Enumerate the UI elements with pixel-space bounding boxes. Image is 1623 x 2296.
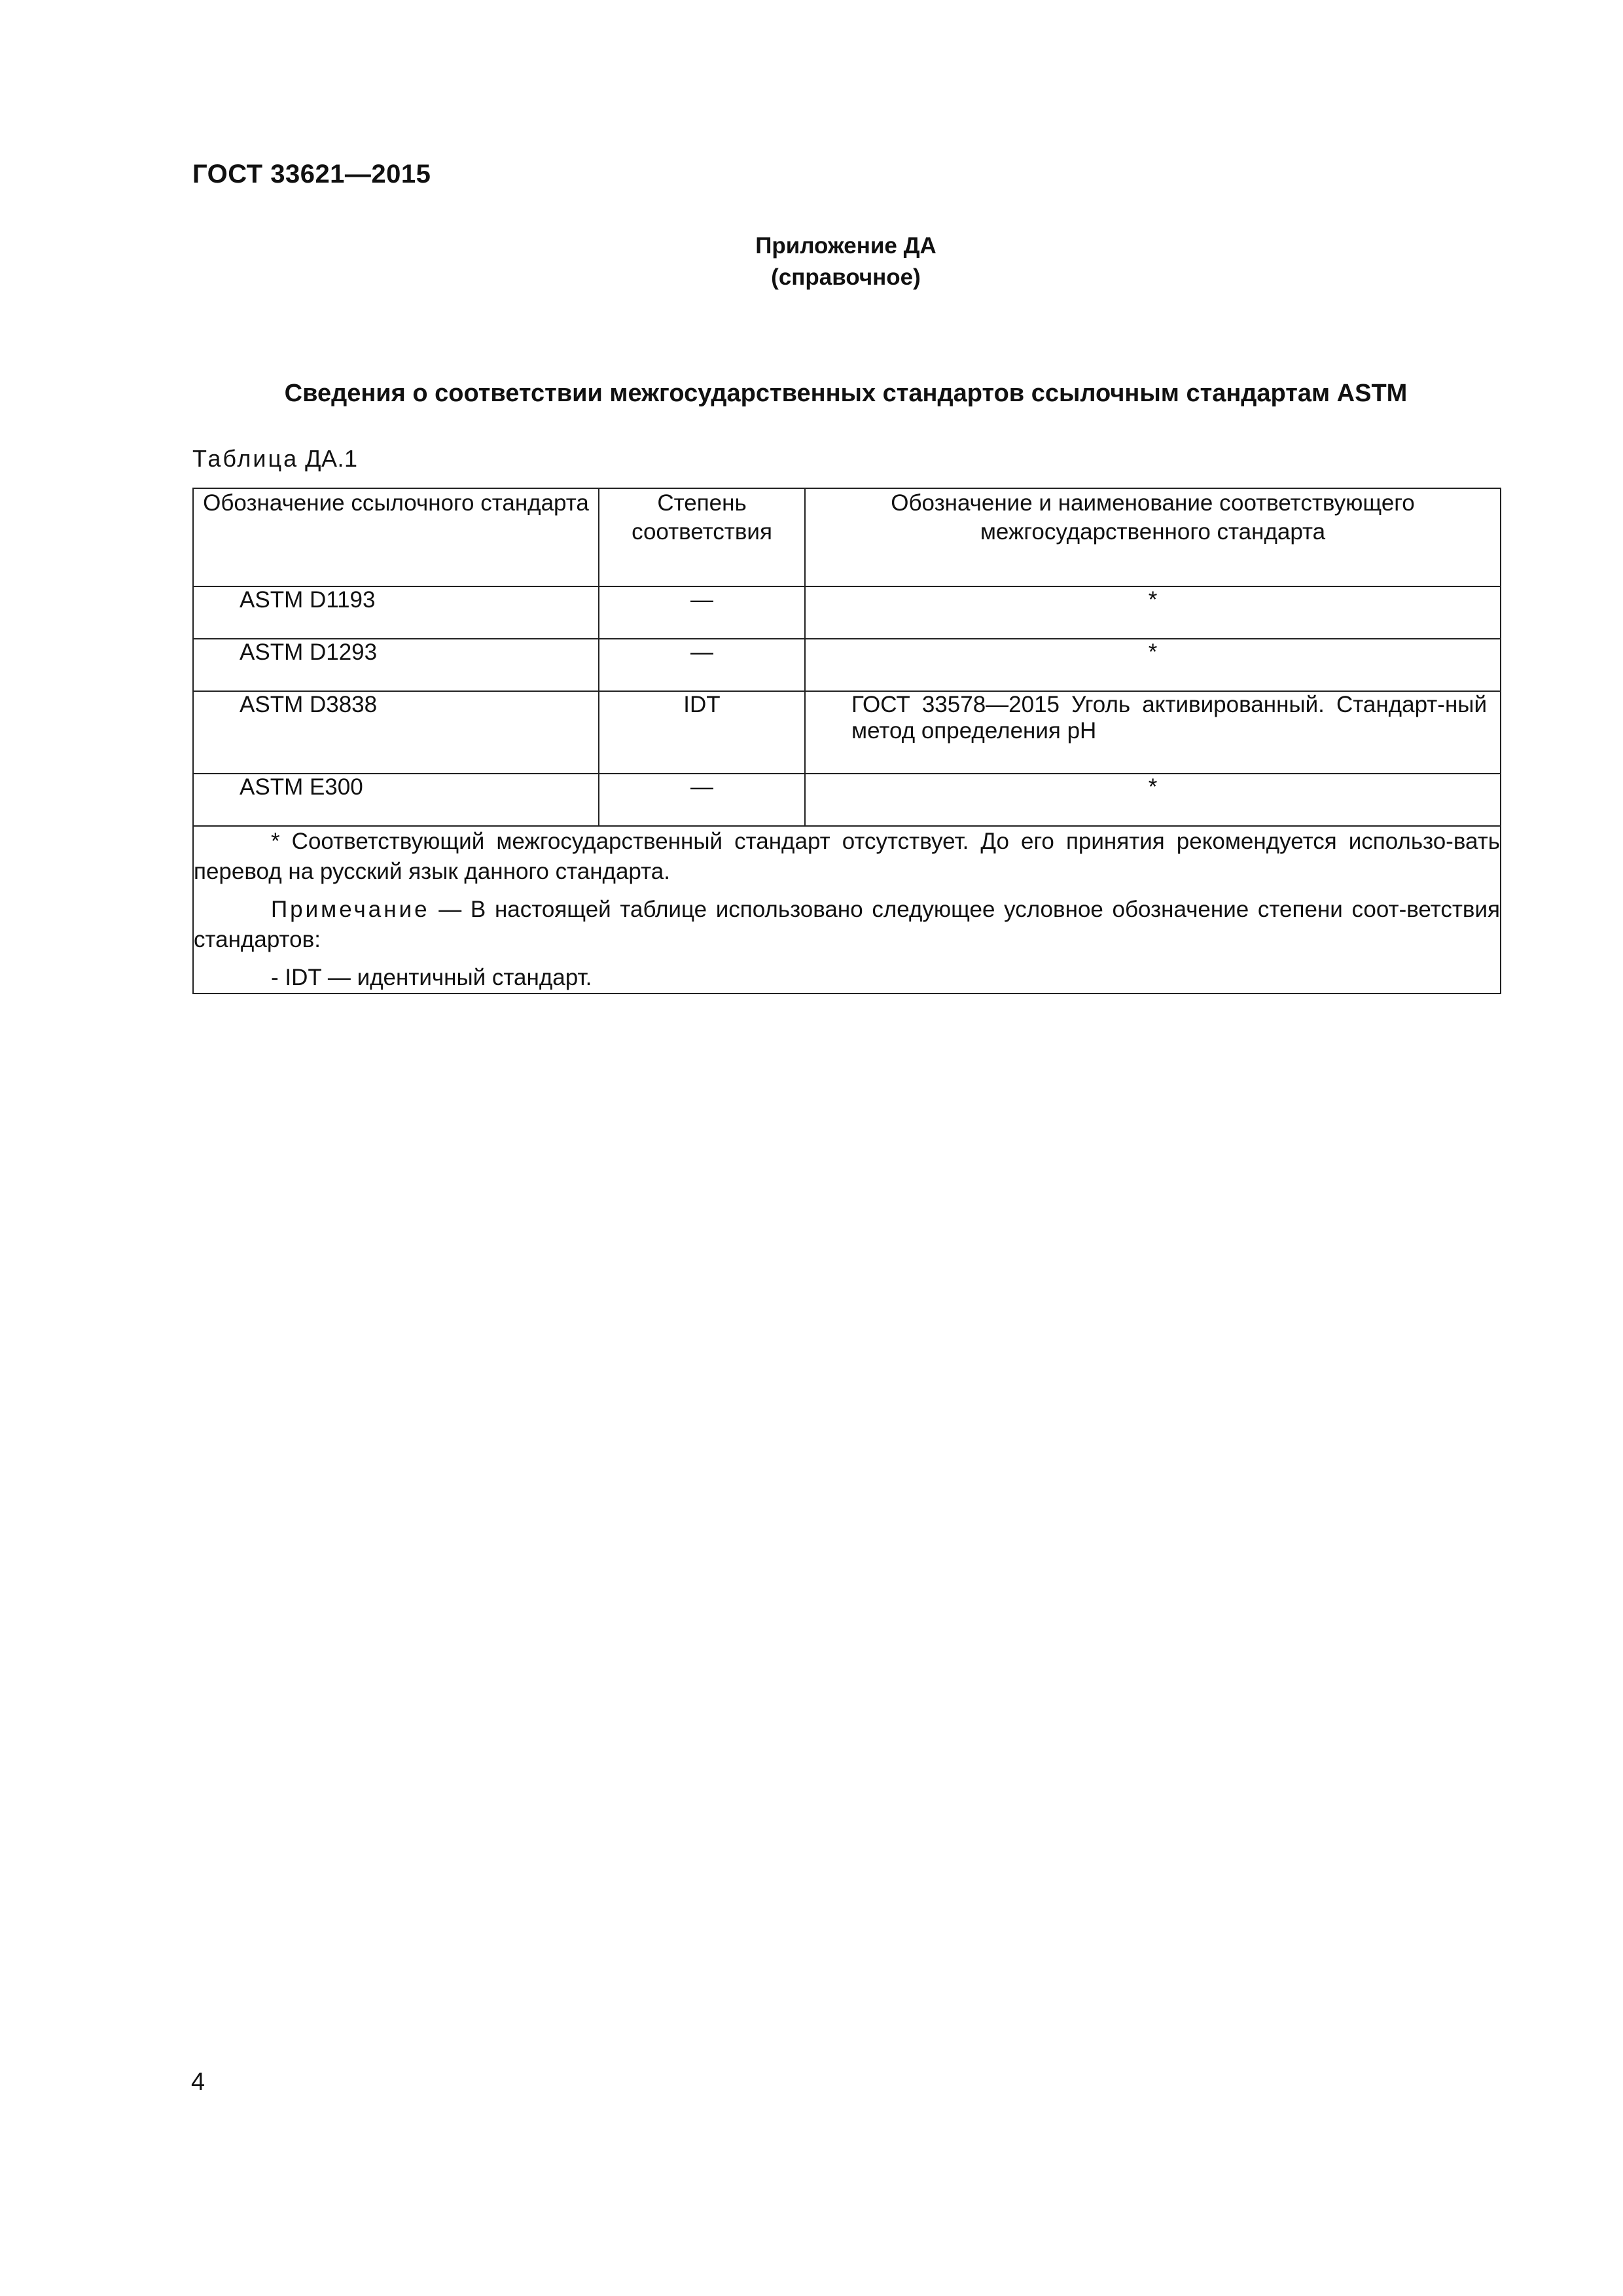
cell-reference: ASTM D1293 <box>193 639 599 691</box>
table-row <box>193 691 1501 774</box>
cell-national-text: ГОСТ 33578—2015 Уголь активированный. Стандарт-ный метод определения pH <box>851 692 1487 744</box>
appendix-type: (справочное) <box>771 264 921 290</box>
cell-degree: IDT <box>599 691 805 774</box>
header-reference-standard: Обозначение ссылочного стандарта <box>193 488 599 586</box>
table-caption-prefix: Таблица <box>192 445 299 472</box>
cell-reference: ASTM D1193 <box>193 586 599 639</box>
cell-degree: — <box>599 639 805 691</box>
section-title: Сведения о соответствии межгосударственных стандартов ссылочным стандартам ASTM <box>284 380 1408 407</box>
table-row <box>193 774 1501 826</box>
note-label: Примечание <box>271 897 430 922</box>
header-degree: Степень соответствия <box>599 488 805 586</box>
cell-degree: — <box>599 586 805 639</box>
appendix-title: Приложение ДА <box>755 233 936 259</box>
page-number: 4 <box>191 2068 205 2096</box>
document-code: ГОСТ 33621—2015 <box>192 160 431 188</box>
table-caption-number: ДА.1 <box>305 445 358 472</box>
appendix-heading <box>192 230 1499 293</box>
cell-reference: ASTM E300 <box>193 774 599 826</box>
table-caption <box>192 445 358 473</box>
table-header-row <box>193 488 1501 586</box>
note-list-item: - IDT — идентичный стандарт. <box>271 965 592 990</box>
note <box>194 895 1500 955</box>
header-national-standard: Обозначение и наименование соответствующего межгосударственного стандарта <box>805 488 1501 586</box>
cell-national: * <box>805 774 1501 826</box>
footnote: * Соответствующий межгосударственный стандарт отсутствует. До его принятия рекомендуется использо-вать перевод на русский язык данного стандарта. <box>194 829 1500 884</box>
cell-national: * <box>805 586 1501 639</box>
table-notes <box>193 826 1501 994</box>
cell-national: * <box>805 639 1501 691</box>
cell-reference: ASTM D3838 <box>193 691 599 774</box>
cell-national <box>805 691 1501 774</box>
cell-degree: — <box>599 774 805 826</box>
standards-table <box>192 488 1501 994</box>
table-row <box>193 586 1501 639</box>
table-footer-row <box>193 826 1501 994</box>
note-text: — В настоящей таблице использовано следующее условное обозначение степени соот-ветствия стандартов: <box>194 897 1500 952</box>
table-row <box>193 639 1501 691</box>
